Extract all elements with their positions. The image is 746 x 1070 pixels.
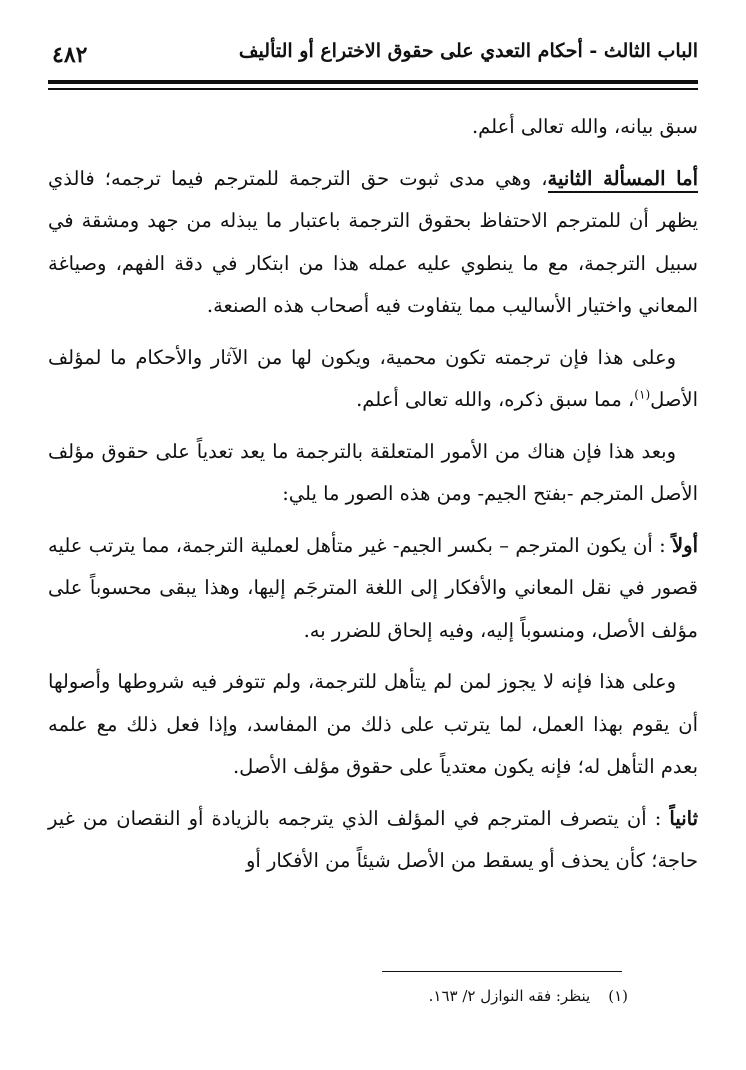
paragraph-4-text: وبعد هذا فإن هناك من الأمور المتعلقة بالترجمة ما يعد تعدياً على حقوق مؤلف الأصل المترجم -بفتح الجيم- ومن هذه الصور ما يلي: bbox=[48, 439, 698, 505]
paragraph-4 bbox=[48, 431, 698, 516]
paragraph-2-text: ، وهي مدى ثبوت حق الترجمة للمترجم فيما ترجمه؛ فالذي يظهر أن للمترجم الاحتفاظ بحقوق الترجمة باعتبار ما يبذله من جهد ومشقة في سبيل الترجمة، مع ما ينطوي عليه عمله هذا من ابتكار في دقة الفهم، وصياغة المعاني واختيار الأساليب مما يتفاوت فيه أصحاب هذه الصنعة. bbox=[48, 166, 698, 317]
paragraph-2 bbox=[48, 158, 698, 328]
paragraph-6-text: وعلى هذا فإنه لا يجوز لمن لم يتأهل للترجمة، ولم تتوفر فيه شروطها وأصولها أن يقوم بهذا العمل، لما يترتب على ذلك من المفاسد، وإذا فعل ذلك مع علمه بعدم التأهل له؛ فإنه يكون معتدياً على حقوق مؤلف الأصل. bbox=[48, 670, 698, 778]
paragraph-5 bbox=[48, 525, 698, 653]
header-title: الباب الثالث - أحكام التعدي على حقوق الاختراع أو التأليف bbox=[238, 40, 698, 62]
footnote-number: (١) bbox=[608, 987, 628, 1005]
paragraph-2-lead: أما المسألة الثانية bbox=[548, 167, 699, 193]
paragraph-3-text-after: ، مما سبق ذكره، والله تعالى أعلم. bbox=[356, 388, 635, 411]
paragraph-1-text: سبق بيانه، والله تعالى أعلم. bbox=[471, 115, 698, 138]
footnote-reference: (١) bbox=[634, 387, 651, 402]
footnote-text: ينظر: فقه النوازل ٢/ ١٦٣. bbox=[428, 987, 591, 1005]
paragraph-3 bbox=[48, 337, 698, 422]
paragraph-3-text-before: وعلى هذا فإن ترجمته تكون محمية، ويكون لها من الآثار والأحكام ما لمؤلف الأصل bbox=[48, 345, 698, 411]
header-rule-thick bbox=[48, 80, 698, 84]
body-text bbox=[48, 106, 698, 892]
paragraph-7-lead: ثانياً bbox=[669, 806, 698, 830]
paragraph-5-text: : أن يكون المترجم – بكسر الجيم- غير متأهل لعملية الترجمة، مما يترتب عليه قصور في نقل المعاني والأفكار إلى اللغة المترجَم إليها، وهذا يبقى محسوباً على مؤلف الأصل، ومنسوباً إليه، وفيه إلحاق للضرر به. bbox=[48, 533, 698, 642]
paragraph-7 bbox=[48, 798, 698, 883]
footnote-separator bbox=[382, 971, 622, 972]
paragraph-6 bbox=[48, 661, 698, 789]
header-rule-thin bbox=[48, 88, 698, 90]
running-header bbox=[48, 34, 698, 76]
paragraph-5-lead: أولاً bbox=[672, 533, 698, 557]
page-number: ٤٨٢ bbox=[52, 42, 88, 68]
paragraph-1 bbox=[48, 106, 698, 149]
footnote bbox=[100, 984, 628, 1008]
paragraph-7-text: : أن يتصرف المترجم في المؤلف الذي يترجمه بالزيادة أو النقصان من غير حاجة؛ كأن يحذف أو يسقط من الأصل شيئاً من الأفكار أو bbox=[48, 806, 698, 872]
